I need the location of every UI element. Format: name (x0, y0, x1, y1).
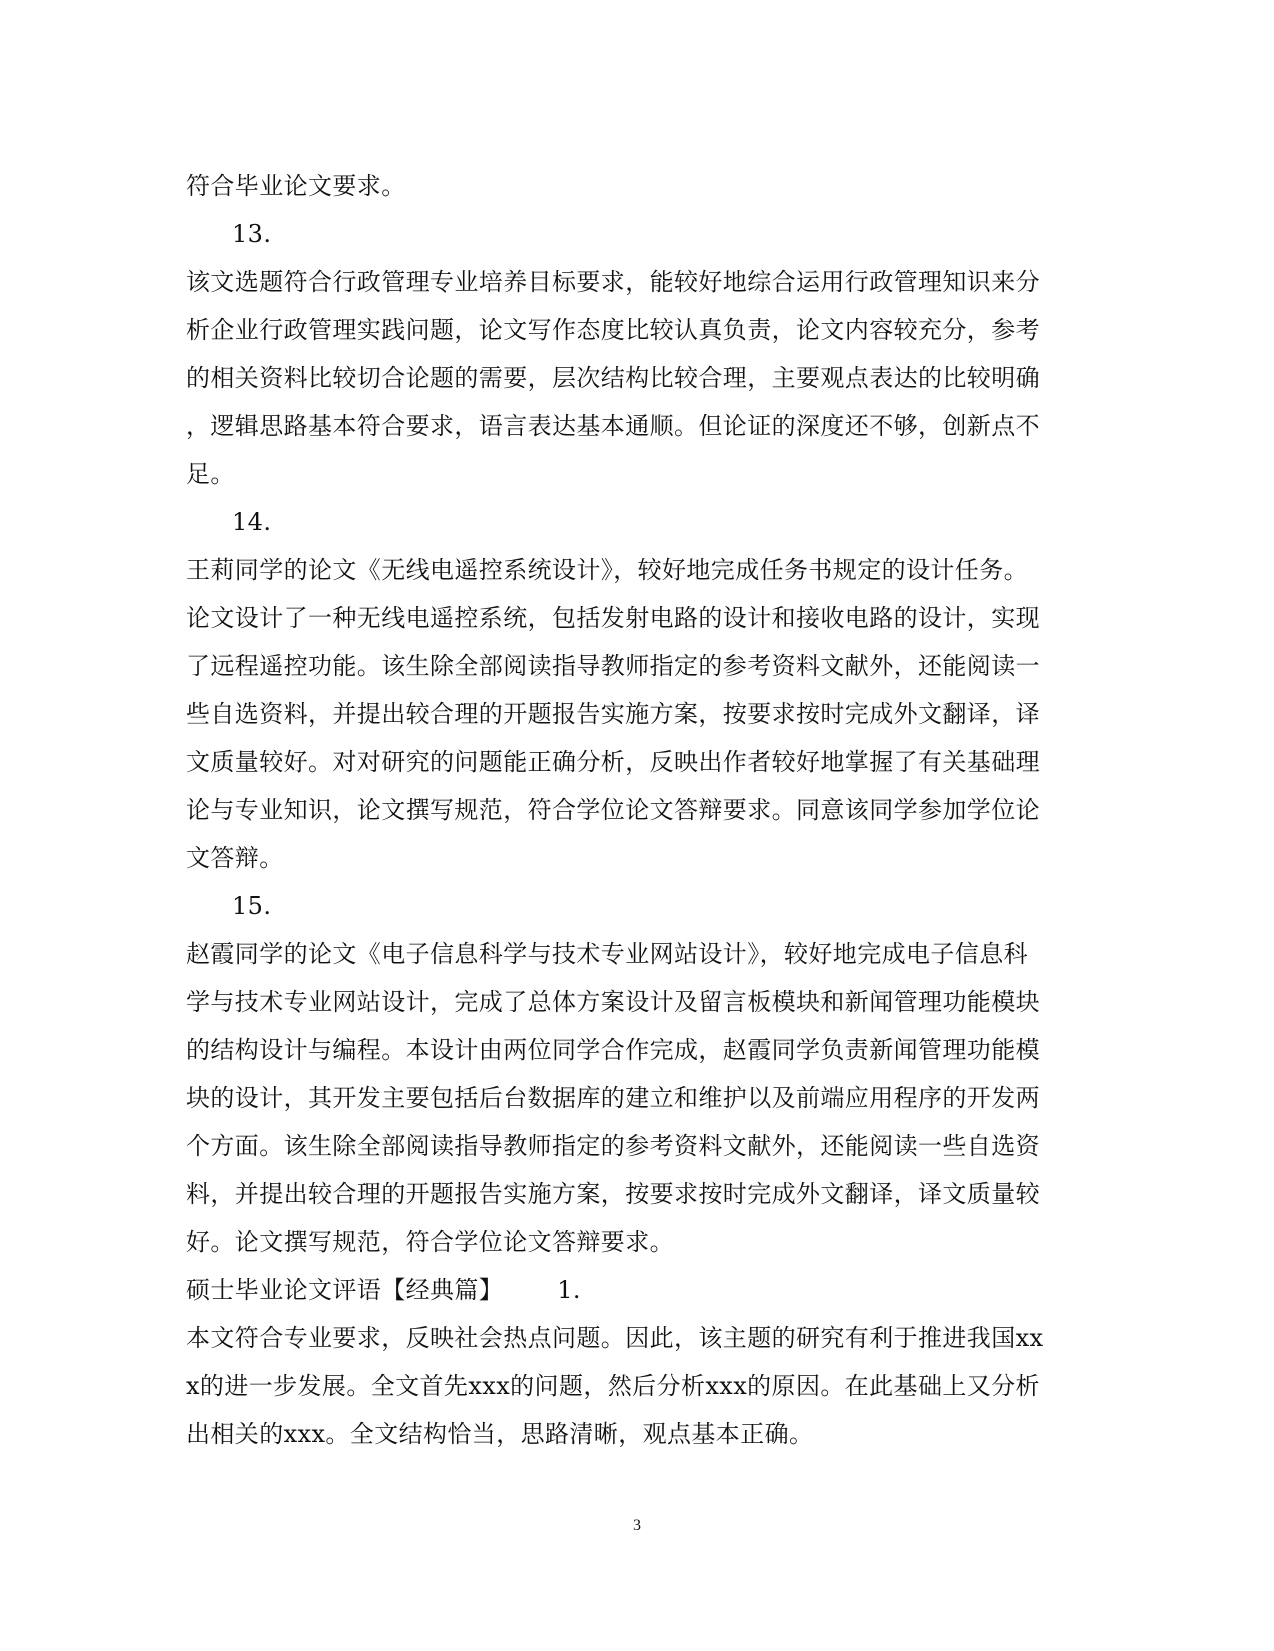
text-line: 文质量较好。对对研究的问题能正确分析，反映出作者较好地掌握了有关基础理 (186, 748, 1040, 776)
text-line: 学与技术专业网站设计，完成了总体方案设计及留言板模块和新闻管理功能模块 (186, 988, 1040, 1016)
text-line: 王莉同学的论文《无线电遥控系统设计》，较好地完成任务书规定的设计任务。 (186, 556, 1028, 584)
text-line: 了远程遥控功能。该生除全部阅读指导教师指定的参考资料文献外，还能阅读一 (186, 652, 1040, 680)
text-line: 本文符合专业要求，反映社会热点问题。因此，该主题的研究有利于推进我国xx (186, 1324, 1044, 1352)
text-line: 析企业行政管理实践问题，论文写作态度比较认真负责，论文内容较充分，参考 (186, 316, 1040, 344)
item-number: 15. (232, 892, 272, 920)
text-line: 文答辩。 (186, 844, 284, 872)
text-line: ，逻辑思路基本符合要求，语言表达基本通顺。但论证的深度还不够，创新点不 (186, 412, 1040, 440)
text-line: 符合毕业论文要求。 (186, 172, 406, 200)
text-line: 的结构设计与编程。本设计由两位同学合作完成，赵霞同学负责新闻管理功能模 (186, 1036, 1040, 1064)
section-heading-number: 1. (557, 1276, 581, 1304)
document-body (186, 162, 1086, 1458)
text-line: 的相关资料比较切合论题的需要，层次结构比较合理，主要观点表达的比较明确 (186, 364, 1040, 392)
text-line: x的进一步发展。全文首先xxx的问题，然后分析xxx的原因。在此基础上又分析 (186, 1372, 1040, 1400)
text-line: 料，并提出较合理的开题报告实施方案，按要求按时完成外文翻译，译文质量较 (186, 1180, 1040, 1208)
text-line: 足。 (186, 460, 235, 488)
text-line: 出相关的xxx。全文结构恰当，思路清晰，观点基本正确。 (186, 1420, 814, 1448)
text-line: 块的设计，其开发主要包括后台数据库的建立和维护以及前端应用程序的开发两 (186, 1084, 1040, 1112)
text-line: 些自选资料，并提出较合理的开题报告实施方案，按要求按时完成外文翻译，译 (186, 700, 1040, 728)
text-line: 赵霞同学的论文《电子信息科学与技术专业网站设计》，较好地完成电子信息科 (186, 940, 1028, 968)
text-line: 论与专业知识，论文撰写规范，符合学位论文答辩要求。同意该同学参加学位论 (186, 796, 1040, 824)
text-line: 论文设计了一种无线电遥控系统，包括发射电路的设计和接收电路的设计，实现 (186, 604, 1040, 632)
page-number: 3 (633, 1517, 641, 1534)
text-line: 个方面。该生除全部阅读指导教师指定的参考资料文献外，还能阅读一些自选资 (186, 1132, 1040, 1160)
item-number: 14. (232, 508, 272, 536)
item-number: 13. (232, 220, 272, 248)
section-heading-title: 硕士毕业论文评语【经典篇】 (186, 1276, 504, 1304)
text-line: 该文选题符合行政管理专业培养目标要求，能较好地综合运用行政管理知识来分 (186, 268, 1040, 296)
text-line: 好。论文撰写规范，符合学位论文答辩要求。 (186, 1228, 674, 1256)
section-heading (186, 1266, 1086, 1314)
